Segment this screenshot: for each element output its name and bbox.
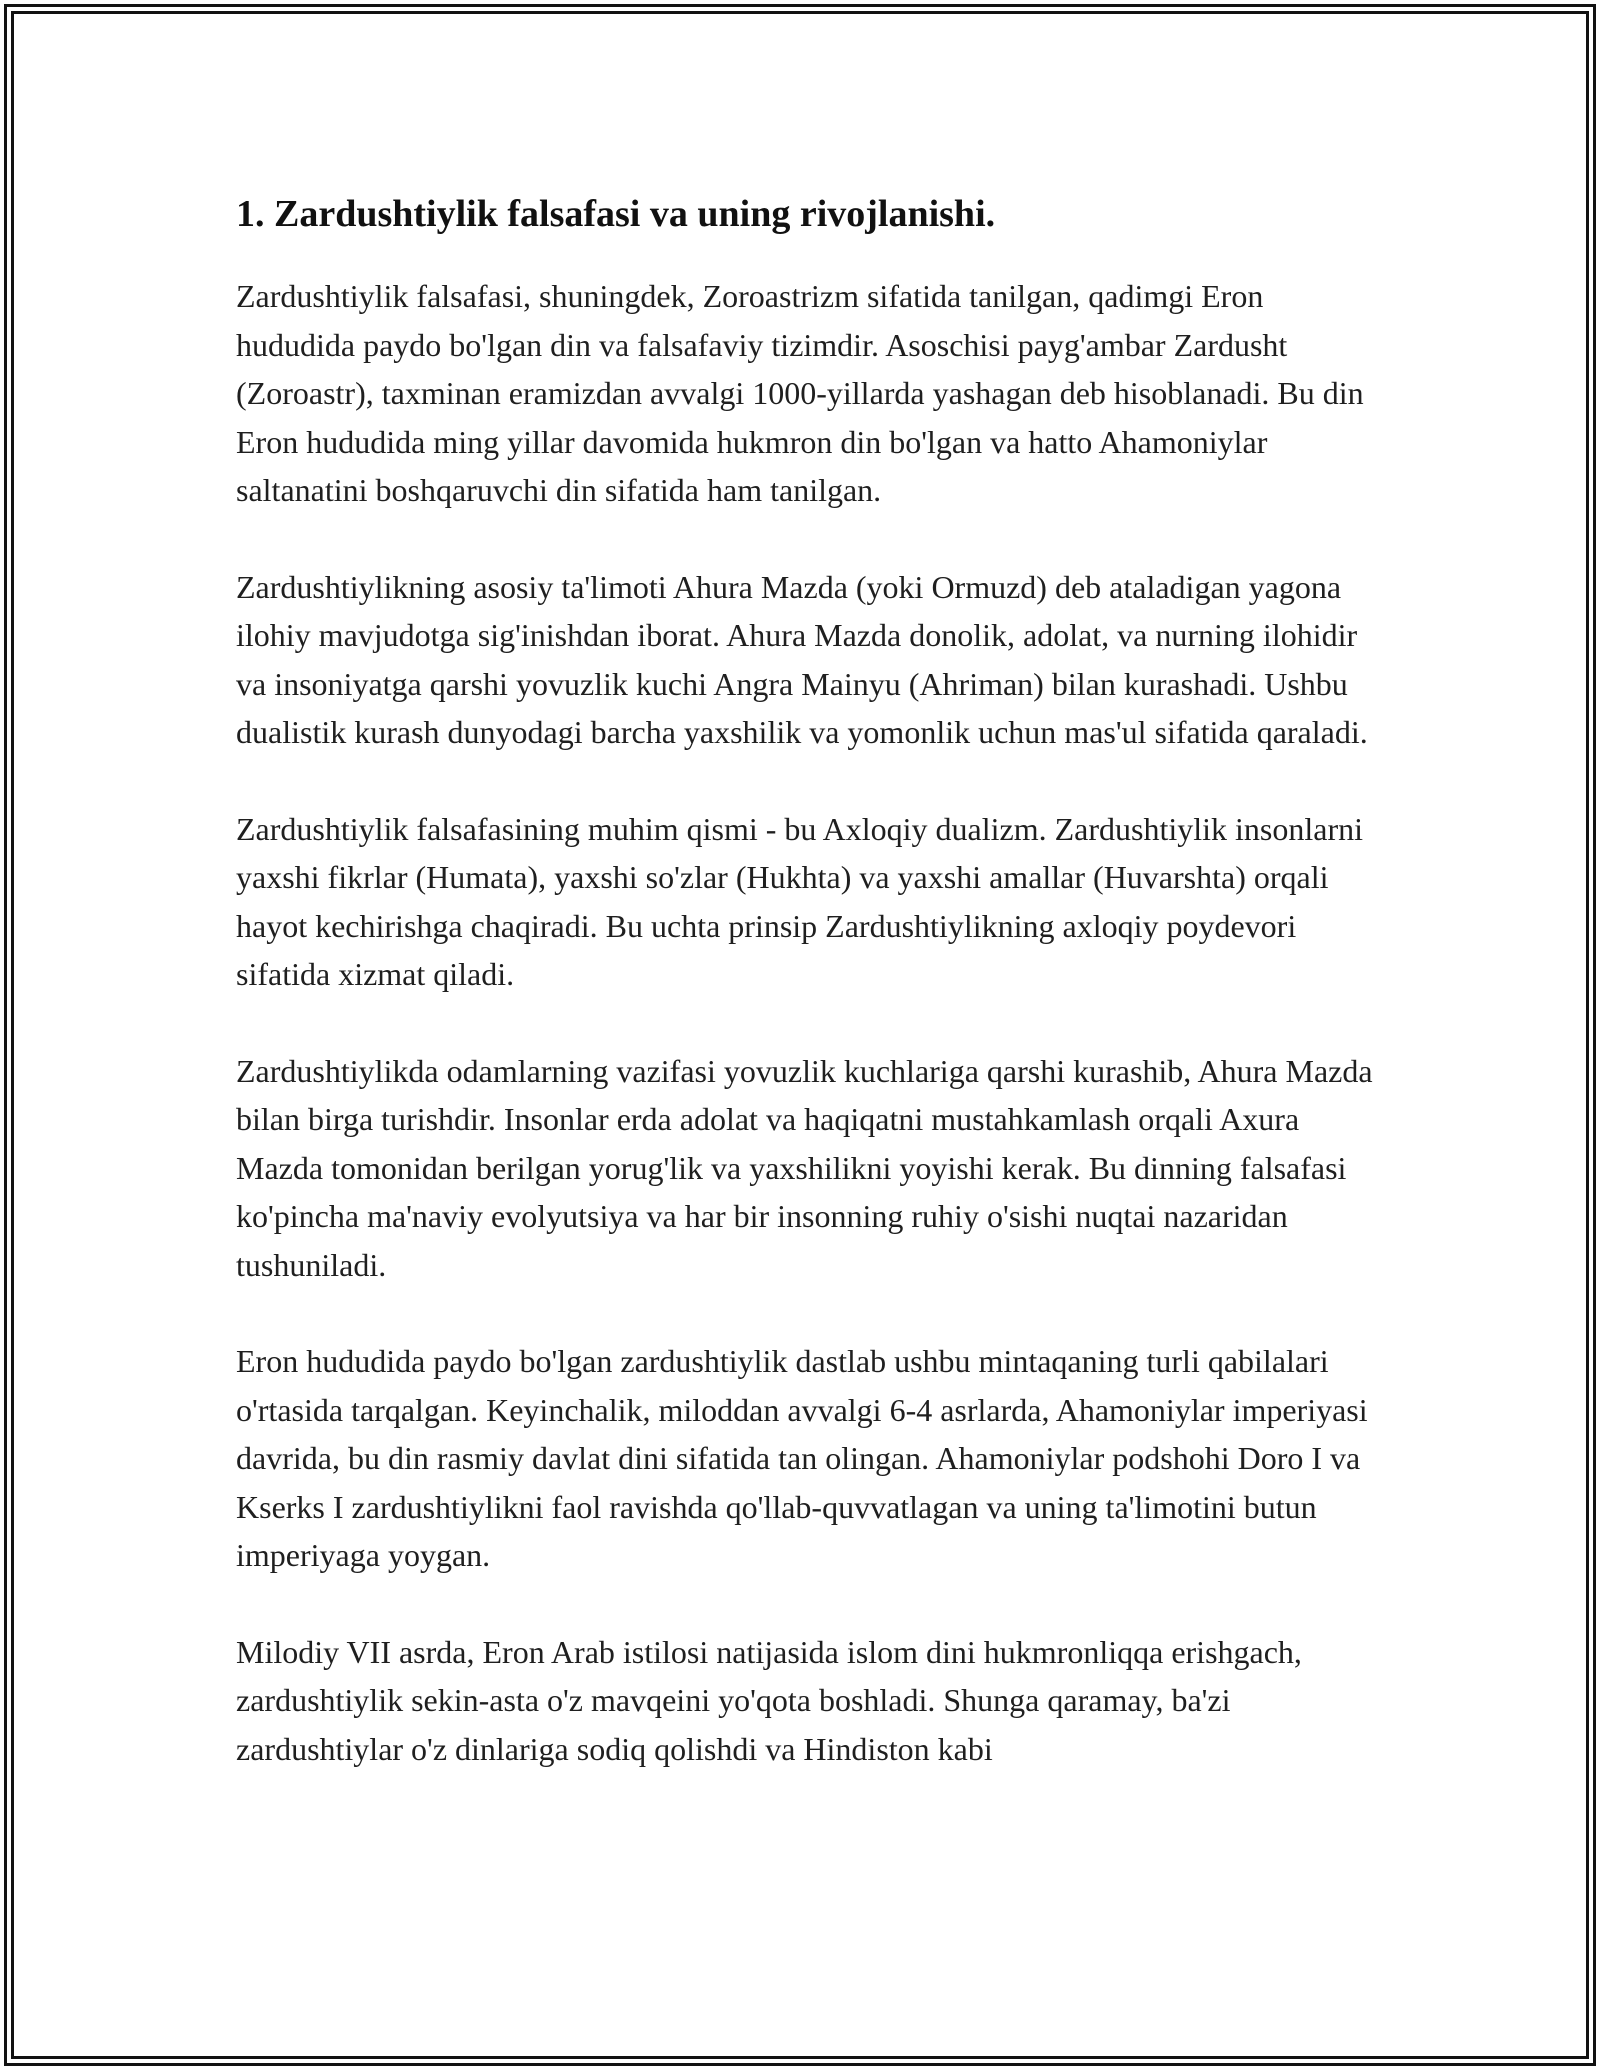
paragraph-3: Zardushtiylik falsafasining muhim qismi - bu Axloqiy dualizm. Zardushtiylik insonlarni yaxshi fikrlar (Humata), yaxshi so'zlar (Hukhta) va yaxshi amallar (Huvarshta) orqali hayot kechirishga chaqiradi. Bu uchta prinsip Zardushtiylikning axloqiy poydevori sifatida xizmat qiladi. <box>236 810 1363 992</box>
document-body <box>236 186 1386 1773</box>
paragraph-6: Milodiy VII asrda, Eron Arab istilosi natijasida islom dini hukmronliqqa erishgach, zardushtiylik sekin-asta o'z mavqeini yo'qota boshladi. Shunga qaramay, ba'zi zardushtiylar o'z dinlariga sodiq qolishdi va Hindiston kabi <box>236 1633 1302 1767</box>
paragraph-4: Zardushtiylikda odamlarning vazifasi yovuzlik kuchlariga qarshi kurashib, Ahura Mazda bilan birga turishdir. Insonlar erda adolat va haqiqatni mustahkamlash orqali Axura Mazda tomonidan berilgan yorug'lik va yaxshilikni yoyishi kerak. Bu dinning falsafasi ko'pincha ma'naviy evolyutsiya va har bir insonning ruhiy o'sishi nuqtai nazaridan tushuniladi. <box>236 1052 1373 1283</box>
paragraph-1: Zardushtiylik falsafasi, shuningdek, Zoroastrizm sifatida tanilgan, qadimgi Eron hududida paydo bo'lgan din va falsafaviy tizimdir. Asoschisi payg'ambar Zardusht (Zoroastr), taxminan eramizdan avvalgi 1000-yillarda yashagan deb hisoblanadi. Bu din Eron hududida ming yillar davomida hukmron din bo'lgan va hatto Ahamoniylar saltanatini boshqaruvchi din sifatida ham tanilgan. <box>236 278 1364 508</box>
section-heading: 1. Zardushtiylik falsafasi va uning rivojlanishi. <box>236 193 996 235</box>
paragraph-2: Zardushtiylikning asosiy ta'limoti Ahura Mazda (yoki Ormuzd) deb ataladigan yagona ilohiy mavjudotga sig'inishdan iborat. Ahura Mazda donolik, adolat, va nurning ilohidir va insoniyatga qarshi yovuzlik kuchi Angra Mainyu (Ahriman) bilan kurashadi. Ushbu dualistik kurash dunyodagi barcha yaxshilik va yomonlik uchun mas'ul sifatida qaraladi. <box>236 568 1368 750</box>
paragraph-5: Eron hududida paydo bo'lgan zardushtiylik dastlab ushbu mintaqaning turli qabilalari o'rtasida tarqalgan. Keyinchalik, miloddan avvalgi 6-4 asrlarda, Ahamoniylar imperiyasi davrida, bu din rasmiy davlat dini sifatida tan olingan. Ahamoniylar podshohi Doro I va Kserks I zardushtiylikni faol ravishda qo'llab-quvvatlagan va uning ta'limotini butun imperiyaga yoygan. <box>236 1343 1368 1573</box>
